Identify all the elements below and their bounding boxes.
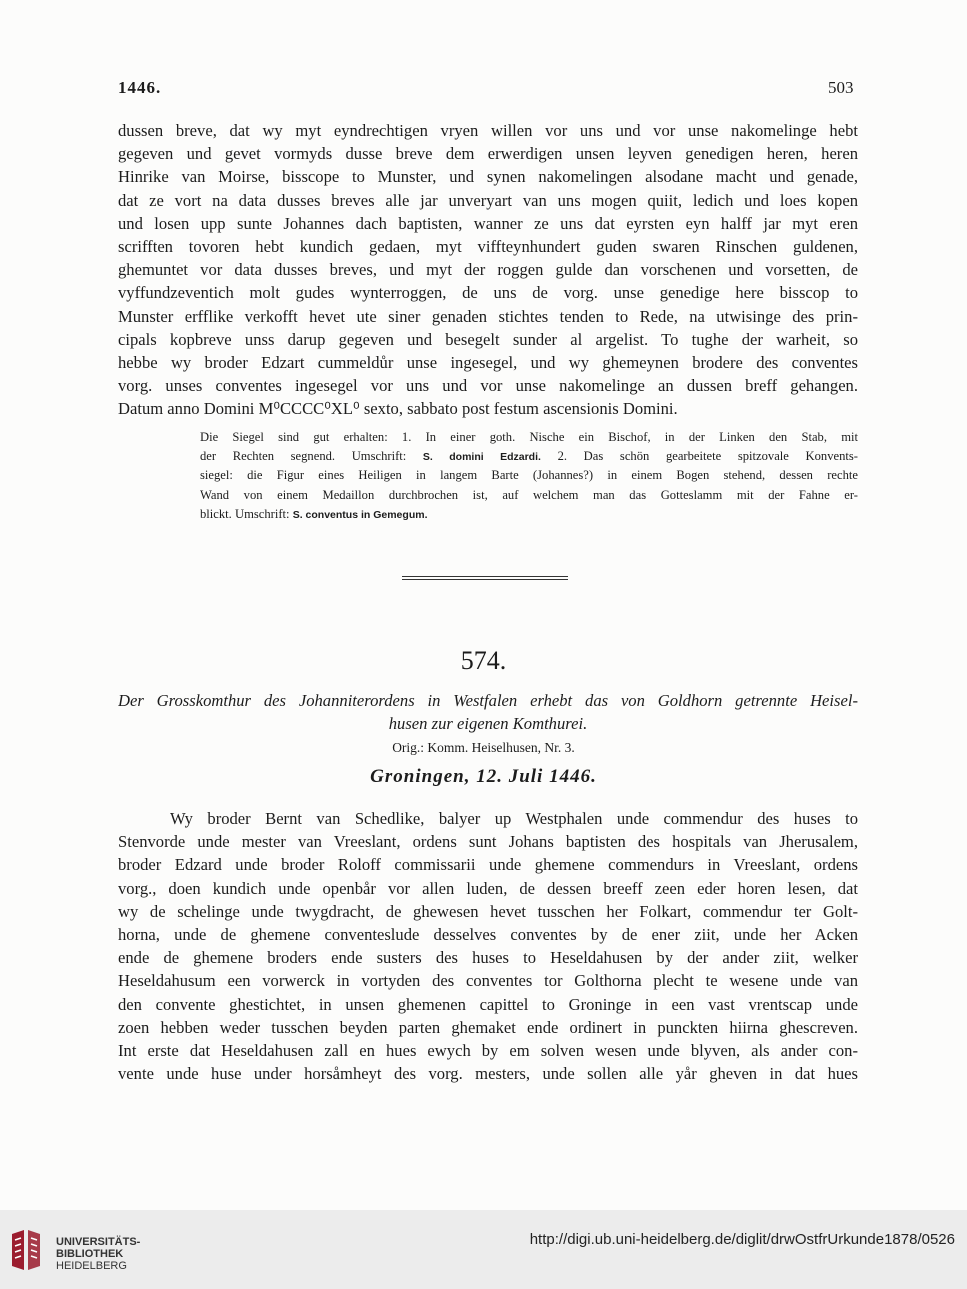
text-line: wy de schelinge unde twygdracht, de ghewesen hevet tusschen her Folkart, commendur ter Golt- — [118, 901, 858, 921]
text-line: vorg. unses conventes ingesegel vor uns und vor unse nakomelinge an dussen breff gehangen. — [118, 376, 858, 396]
text-line: Munster erfflike verkofft hevet ute siner genaden stichtes tenden to Rede, na utwisinge des prin- — [118, 306, 858, 326]
text-line: Wy broder Bernt van Schedlike, balyer up Westphalen unde commendur des huses to — [170, 809, 858, 828]
note-line: Wand von einem Medaillon durchbrochen ist, auf welchem man das Gotteslamm mit der Fahne er- — [200, 487, 858, 502]
text-line: scrifften tovoren hebt kundich gedaen, myt viffteynhundert guden swaren Rinschen guldenen, — [118, 236, 858, 256]
note-line: Die Siegel sind gut erhalten: 1. In einer goth. Nische ein Bischof, in der Linken den Stab, mit — [200, 430, 858, 444]
text-line: Heseldahusum een vorwerck in vortyden des conventes tor Golthorna plecht te wesene unde van — [118, 971, 858, 991]
text-line: gegeven und gevet vormyds dusse breve dem erwerdigen unsen leyven genedigen heren, heren — [118, 144, 858, 164]
regest-line: husen zur eigenen Komthurei. — [388, 714, 588, 734]
text-line: dussen breve, dat wy myt eyndrechtigen vryen willen vor uns und vor unse nakomelinge hebt — [118, 121, 858, 140]
place-and-date: Groningen, 12. Juli 1446. — [370, 766, 597, 787]
text-line: Int erste dat Heseldahusen zall en hues ewych by em solven wesen unde blyven, als ander con- — [118, 1040, 858, 1060]
text-line: ghemuntet vor data dusses breves, und myt der roggen gulde dan vorschenen und vorsetten, de — [118, 260, 858, 280]
section-divider — [402, 579, 568, 580]
text-line: Datum anno Domini M⁰CCCC⁰XL⁰ sexto, sabbato post festum ascensionis Domini. — [118, 399, 678, 419]
regest-line: Der Grosskomthur des Johanniterordens in Westfalen erhebt das von Goldhorn getrennte Heisel- — [118, 691, 858, 710]
document-number: 574. — [460, 646, 507, 675]
text-line: vyffundzeventich molt gudes wynterroggen, de uns de vorg. unse genedige here bisscop to — [118, 283, 858, 303]
text-line: broder Edzard unde broder Roloff commissarii unde ghemene commendurs in Vreeslant, ordens — [118, 855, 858, 875]
text-line: vente unde huse under horsåmheyt des vorg. mesters, unde sollen alle yår gheven in dat hues — [118, 1064, 858, 1084]
text-line: horna, unde de ghemene conventeslude desselves conventes by de ener ziit, unde her Acken — [118, 924, 858, 944]
note-line: blickt. Umschrift: S. conventus in Gemegum. — [200, 506, 428, 521]
text-line: Stenvorde unde mester van Vreeslant, ordens sunt Johans baptisten des hospitals van Jherusalem, — [118, 832, 858, 852]
university-library-logo-icon — [10, 1228, 46, 1272]
charter-text-block — [118, 807, 858, 1085]
text-line: dat ze vort na data dusses breves alle jar unveryart van uns mogen quiit, ledich und loes kopen — [118, 190, 858, 210]
page-number: 503 — [828, 78, 854, 97]
text-line: zoen hebben weder tusschen beyden parten ghemaket ende ordinert in punckten hiirna ghescreven. — [118, 1017, 858, 1037]
regest-summary — [118, 689, 858, 735]
section-divider — [402, 576, 568, 577]
text-line: cipals kopbreve unss darup gegeven und besegelt sunder al argelist. To tughe der warheit, so — [118, 329, 858, 349]
text-line: hebbe wy broder Edzart cummeldůr unse ingesegel, und wy ghemeynen brodere des conventes — [118, 352, 858, 372]
text-line: ende de ghemene broders ende susters des huses to Heseldahusen by der ander ziit, welker — [118, 948, 858, 968]
seal-inscription-2: S. conventus in Gemegum. — [292, 508, 428, 521]
text-line: Hinrike van Moirse, bisscope to Munster, und synen nakomelingen alsodane macht und genade, — [118, 167, 858, 187]
footer-bar — [0, 1210, 967, 1289]
text-line: vorg., doen kundich unde openbår vor allen luden, de dessen breeff zeen eder horen lesen, dat — [118, 878, 858, 898]
source-reference: Orig.: Komm. Heiselhusen, Nr. 3. — [392, 740, 575, 755]
seal-description-note — [200, 428, 858, 524]
library-name: UNIVERSITÄTS- BIBLIOTHEK HEIDELBERG — [56, 1236, 141, 1272]
main-text-block — [118, 119, 858, 420]
seal-inscription-1: S. domini Edzardi. — [422, 451, 541, 464]
text-line: den convente ghestichtet, in unsen ghemenen capittel to Groninge in een vast vrentscap unde — [118, 994, 858, 1014]
text-line: und losen upp sunte Johannes dach baptisten, wanner ze uns dat eyrsten eyn halff jar myt eren — [118, 213, 858, 233]
note-line: siegel: die Figur eines Heiligen in langem Barte (Johannes?) in einem Bogen stehend, dessen rechte — [200, 468, 858, 483]
note-line: der Rechten segnend. Umschrift: S. domini Edzardi. 2. Das schön gearbeitete spitzovale Konvents- — [200, 449, 858, 464]
running-header-year: 1446. — [118, 78, 162, 97]
permalink-url[interactable]: http://digi.ub.uni-heidelberg.de/diglit/drwOstfrUrkunde1878/0526 — [529, 1231, 955, 1248]
